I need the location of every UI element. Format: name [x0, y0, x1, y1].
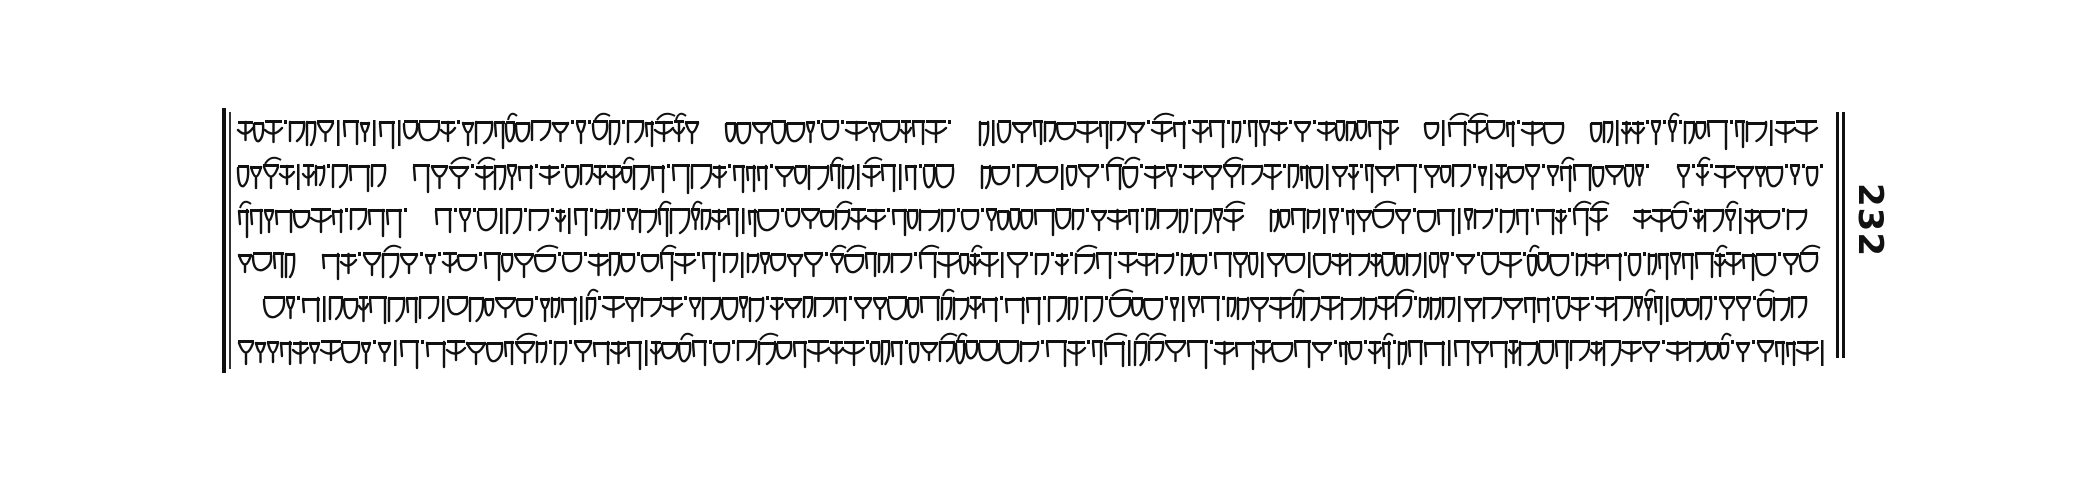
text-line-3-glyphs [234, 196, 1824, 240]
left-margin-rule [222, 108, 226, 373]
left-margin-rule-inner [229, 112, 231, 369]
text-line-1 [234, 108, 1826, 152]
text-line-2-glyphs [234, 152, 1824, 196]
folio-number [1850, 183, 1891, 257]
text-line-3 [234, 196, 1826, 240]
text-line-5-glyphs [234, 284, 1824, 328]
right-margin-rule-outer [1842, 112, 1845, 358]
text-line-2 [234, 152, 1826, 196]
text-line-4 [234, 240, 1826, 284]
text-line-5 [234, 284, 1826, 328]
text-line-6 [234, 328, 1826, 372]
text-line-1-glyphs [234, 108, 1824, 152]
tibetan-text-block [234, 108, 1826, 376]
folio-number-text: 232 [1850, 183, 1891, 257]
text-line-6-glyphs [234, 328, 1824, 372]
right-margin-rule [1836, 112, 1839, 358]
text-line-4-glyphs [234, 240, 1824, 284]
